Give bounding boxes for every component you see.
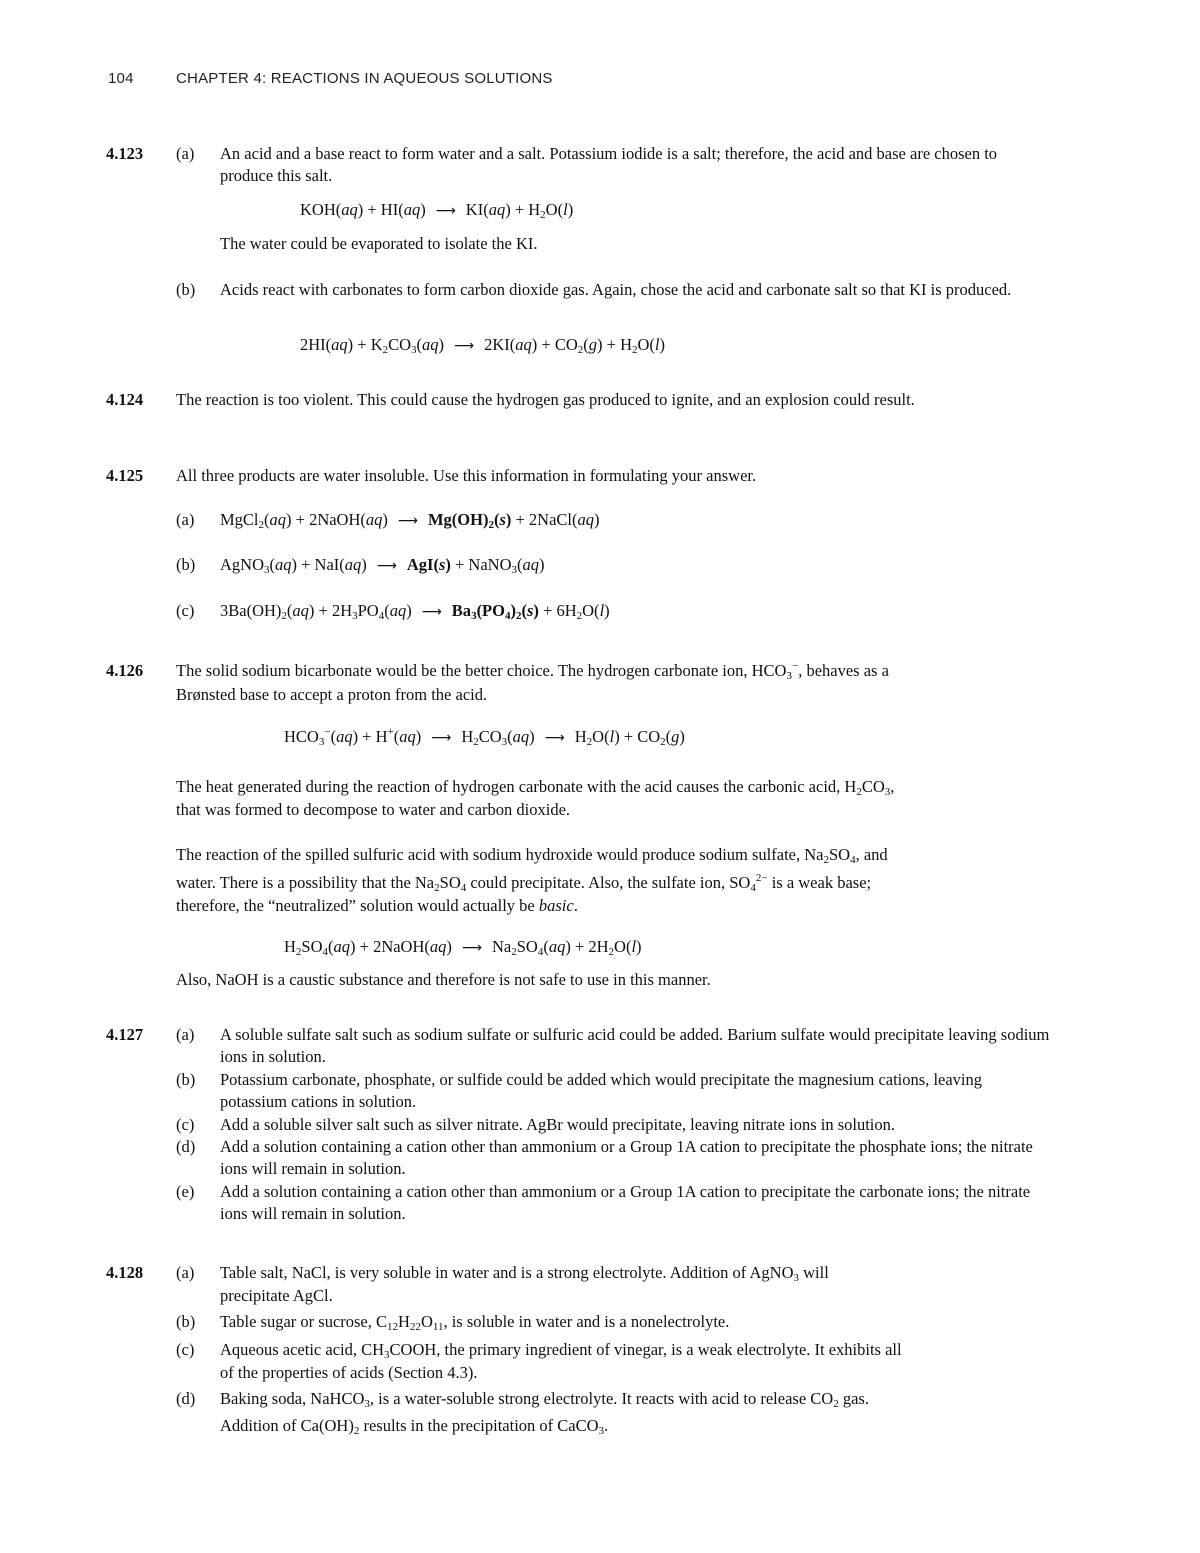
answer-text: Addition of $Ca(OH)_2$ results in the precipitation of CaCO$_3$. [220, 1416, 609, 1437]
arrow-icon: ⟶ [435, 203, 456, 219]
part-label: (d) [176, 1389, 196, 1408]
answer-text: Add a solution containing a cation other than ammonium or a Group 1A cation to precipitate the carbonate ions; the nitrate ions will remain in solution. [220, 1182, 1031, 1223]
answer-text: therefore, the “neutralized” solution would actually be basic. [176, 896, 578, 915]
answer-text: precipitate AgCl. [220, 1286, 333, 1305]
answer-text: water. There is a possibility that the $Na_2SO_4$ could precipitate. Also, the sulfate ion, $SO_4^{2-}$ is a weak base; [176, 872, 872, 894]
part-label: (b) [176, 280, 196, 299]
part-label: (a) [176, 144, 195, 163]
part-label: (b) [176, 555, 196, 574]
equation: MgCl$_2$(aq) + 2NaOH(aq) ⟶ $Mg(OH)_2(s)$ + 2NaCl(aq) [220, 510, 600, 531]
equation: $2HI(aq) + K_2CO_3(aq)$ ⟶ $2KI(aq) + CO_2(g) + H_2O(l)$ [300, 335, 665, 356]
running-header [108, 70, 553, 87]
arrow-icon: ⟶ [461, 940, 482, 956]
equation: KOH(aq) + HI(aq) ⟶ $KI(aq) + H_2O(l)$ [300, 200, 574, 221]
part-label: (c) [176, 1340, 195, 1359]
part-label: (c) [176, 1115, 195, 1134]
answer-text: that was formed to decompose to water and carbon dioxide. [176, 800, 571, 819]
problem-number: 4.123 [106, 144, 144, 163]
answer-text: Table salt, NaCl, is very soluble in water and is a strong electrolyte. Addition of AgNO$_3$ will [220, 1263, 829, 1284]
part-label: (b) [176, 1312, 196, 1331]
answer-text: Potassium carbonate, phosphate, or sulfide could be added which would precipitate the magnesium cations, leaving potassium cations in solution. [220, 1070, 983, 1111]
part-label: (a) [176, 1025, 195, 1044]
arrow-icon: ⟶ [376, 558, 397, 574]
answer-text: Add a solution containing a cation other than ammonium or a Group 1A cation to precipitate the phosphate ions; the nitrate ions will remain in solution. [220, 1137, 1033, 1178]
chapter-title: CHAPTER 4: REACTIONS IN AQUEOUS SOLUTIONS [176, 70, 553, 87]
part-label: (e) [176, 1182, 195, 1201]
answer-text: A soluble sulfate salt such as sodium sulfate or sulfuric acid could be added. Barium sulfate would precipitate leaving sodium ions in solution. [220, 1025, 1050, 1066]
problem-number: 4.128 [106, 1263, 144, 1282]
part-label: (c) [176, 601, 195, 620]
equation: $HCO_3^-(aq) + H^+(aq)$ ⟶ $H_2CO_3(aq)$ ⟶ $H_2O(l) + CO_2(g)$ [284, 726, 685, 748]
page-number: 104 [108, 70, 134, 87]
answer-text: Also, NaOH is a caustic substance and therefore is not safe to use in this manner. [176, 970, 711, 989]
answer-text: of the properties of acids (Section 4.3). [220, 1363, 478, 1382]
problem-number: 4.124 [106, 390, 144, 409]
answer-text: The reaction is too violent. This could cause the hydrogen gas produced to ignite, and an explosion could result. [176, 390, 915, 409]
equation: $H_2SO_4(aq)$ + 2NaOH(aq) ⟶ $Na_2SO_4(aq) + 2H_2O(l)$ [284, 937, 642, 958]
answer-text: Add a soluble silver salt such as silver nitrate. AgBr would precipitate, leaving nitrate ions in solution. [220, 1115, 895, 1134]
arrow-icon: ⟶ [431, 730, 452, 746]
equation: AgNO$_3$(aq) + NaI(aq) ⟶ AgI(s) + NaNO$_3$(aq) [220, 555, 545, 576]
answer-text: All three products are water insoluble. Use this information in formulating your answer. [176, 466, 757, 485]
part-label: (a) [176, 510, 195, 529]
arrow-icon: ⟶ [397, 513, 418, 529]
part-label: (a) [176, 1263, 195, 1282]
answer-text: The reaction of the spilled sulfuric acid with sodium hydroxide would produce sodium sulfate, $Na_2SO_4$, and [176, 845, 888, 866]
answer-text: The water could be evaporated to isolate the KI. [220, 234, 538, 253]
arrow-icon: ⟶ [421, 604, 442, 620]
part-label: (b) [176, 1070, 196, 1089]
answer-text: Brønsted base to accept a proton from the acid. [176, 685, 488, 704]
arrow-icon: ⟶ [544, 730, 565, 746]
problem-number: 4.127 [106, 1025, 144, 1044]
problem-number: 4.125 [106, 466, 144, 485]
arrow-icon: ⟶ [454, 338, 475, 354]
answer-text: Acids react with carbonates to form carbon dioxide gas. Again, chose the acid and carbonate salt so that KI is produced. [220, 280, 1012, 299]
equation: $3Ba(OH)_2(aq) + 2H_3PO_4(aq)$ ⟶ $Ba_3(PO_4)_2(s) + 6H_2O(l)$ [220, 601, 610, 622]
answer-text: Table sugar or sucrose, $C_{12}H_{22}O_{11}$, is soluble in water and is a nonelectrolyte. [220, 1312, 730, 1333]
part-label: (d) [176, 1137, 196, 1156]
problem-number: 4.126 [106, 661, 144, 680]
answer-text: The solid sodium bicarbonate would be the better choice. The hydrogen carbonate ion, $HCO_3^-$, behaves as a [176, 660, 889, 682]
answer-text: Baking soda, NaHCO$_3$, is a water-soluble strong electrolyte. It reacts with acid to release $CO_2$ gas. [220, 1389, 869, 1410]
answer-text: Aqueous acetic acid, $CH_3COOH$, the primary ingredient of vinegar, is a weak electrolyte. It exhibits all [220, 1340, 902, 1361]
answer-text: An acid and a base react to form water and a salt. Potassium iodide is a salt; therefore, the acid and base are chosen to produce this salt. [220, 144, 998, 185]
answer-text: The heat generated during the reaction of hydrogen carbonate with the acid causes the carbonic acid, $H_2CO_3$, [176, 777, 895, 798]
